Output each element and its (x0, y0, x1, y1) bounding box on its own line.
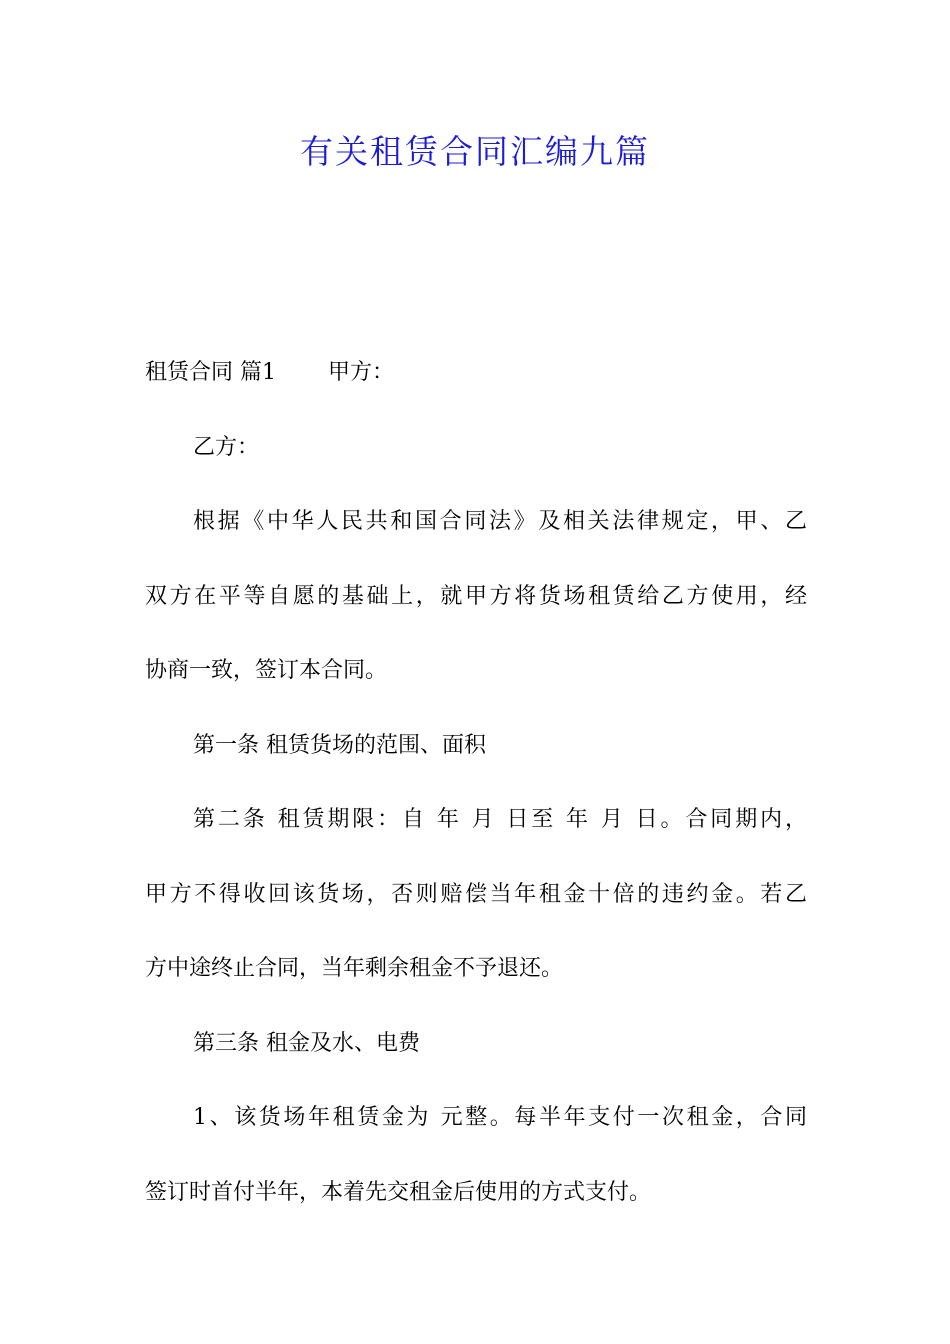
paragraph-line: 方中途终止合同，当年剩余租金不予退还。 (145, 956, 564, 981)
heading-line (145, 336, 807, 411)
paragraph-line: 双方在平等自愿的基础上，就甲方将货场租赁给乙方使用，经 (145, 583, 807, 609)
document-body (145, 336, 807, 1230)
paragraph-line: 第二条 租赁期限：自 年 月 日至 年 月 日。合同期内， (193, 807, 807, 832)
section-heading: 租赁合同 篇1 (145, 360, 276, 385)
document-title: 有关租赁合同汇编九篇 (300, 132, 650, 171)
party-a-label: 甲方： (328, 360, 395, 385)
article-heading: 第一条 租赁货场的范围、面积 (193, 732, 486, 758)
paragraph-line: 根据《中华人民共和国合同法》及相关法律规定，甲、乙 (193, 509, 807, 534)
paragraph-line: 甲方不得收回该货场，否则赔偿当年租金十倍的违约金。若乙 (145, 881, 807, 907)
party-b-label: 乙方： (193, 434, 260, 460)
paragraph-line: 1、该货场年租赁金为 元整。每半年支付一次租金，合同 (193, 1105, 807, 1130)
paragraph-line: 协商一致，签订本合同。 (145, 658, 388, 683)
article-heading: 第三条 租金及水、电费 (193, 1030, 420, 1056)
paragraph-line: 签订时首付半年，本着先交租金后使用的方式支付。 (145, 1179, 652, 1205)
